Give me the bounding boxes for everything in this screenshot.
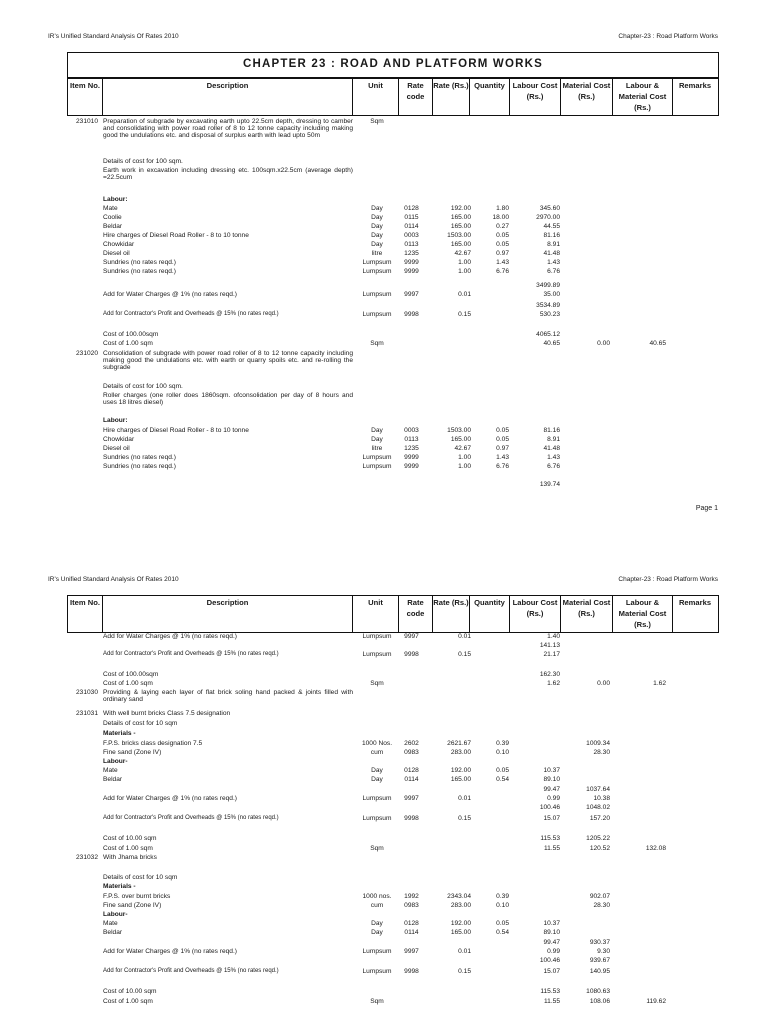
row-labour: 8.91 — [547, 436, 560, 443]
row-description: Add for Water Charges @ 1% (no rates reqd.) — [103, 795, 237, 802]
row-description: Mate — [103, 767, 118, 774]
row-quantity: 0.10 — [496, 749, 509, 756]
row-quantity: 0.39 — [496, 893, 509, 900]
row-labour: 89.10 — [543, 929, 560, 936]
row-material: 1080.63 — [586, 988, 610, 995]
row-description: Cost of 1.00 sqm — [103, 845, 153, 852]
row-description: Add for Water Charges @ 1% (no rates reqd.) — [103, 948, 237, 955]
profit-desc: Add for Contractor's Profit and Overheads @ 15% (no rates reqd.) — [103, 311, 279, 317]
row-quantity: 0.54 — [496, 776, 509, 783]
cost-1-labour: 40.65 — [543, 340, 560, 347]
row-labour: 81.16 — [543, 232, 560, 239]
col-rate-code: Rate code — [399, 79, 433, 115]
row-code: 0114 — [404, 929, 419, 936]
item-number: 231031 — [75, 710, 98, 717]
row-code: 9998 — [404, 968, 419, 975]
row-quantity: 0.05 — [496, 767, 509, 774]
col-material-cost: Material Cost (Rs.) — [561, 596, 613, 632]
row-description: Sundries (no rates reqd.) — [103, 268, 176, 275]
row-labour: 99.47 — [543, 939, 560, 946]
row-description: Coolie — [103, 214, 122, 221]
row-material: 28.30 — [593, 749, 610, 756]
row-labour: 35.00 — [543, 291, 560, 298]
row-rate: 42.67 — [454, 250, 471, 257]
row-material: 0.00 — [597, 680, 610, 687]
row-unit: Day — [371, 776, 383, 783]
row-rate: 283.00 — [450, 749, 471, 756]
row-quantity: 6.76 — [496, 463, 509, 470]
chapter-title: CHAPTER 23 : ROAD AND PLATFORM WORKS — [242, 58, 544, 70]
row-code: 0003 — [404, 232, 419, 239]
subtotal: 3534.89 — [536, 302, 560, 309]
row-code: 1235 — [404, 445, 419, 452]
row-material: 930.37 — [589, 939, 610, 946]
row-unit: litre — [371, 445, 383, 452]
row-unit: Lumpsum — [362, 651, 392, 658]
row-rate: 165.00 — [450, 223, 471, 230]
row-code: 9997 — [404, 291, 419, 298]
materials-heading: Materials - — [103, 730, 136, 737]
item-description: Preparation of subgrade by excavating earth upto 22.5cm depth, dressing to camber and consolidating with power road roller of 8 to 12 tonne capacity including making good the undulations etc. and disposal of surplus earth with lead upto 50m — [103, 118, 353, 140]
row-quantity: 0.97 — [496, 250, 509, 257]
col-rate: Rate (Rs.) — [433, 79, 470, 115]
row-quantity: 0.05 — [496, 427, 509, 434]
item-number: 231020 — [75, 350, 98, 357]
row-code: 0115 — [404, 214, 419, 221]
row-unit: 1000 Nos. — [361, 740, 393, 747]
row-material: 140.95 — [589, 968, 610, 975]
row-code: 0983 — [404, 902, 419, 909]
row-description: F.P.S. bricks class designation 7.5 — [103, 740, 203, 747]
row-description: Mate — [103, 920, 118, 927]
row-quantity: 0.10 — [496, 902, 509, 909]
details-text: Earth work in excavation including dressing etc. 100sqm.x22.5cm (average depth) =22.5cum — [103, 167, 353, 182]
row-quantity: 0.97 — [496, 445, 509, 452]
row-rate: 165.00 — [450, 214, 471, 221]
item-unit: Sqm — [370, 118, 384, 125]
col-quantity: Quantity — [470, 596, 510, 632]
row-rate: 1.00 — [458, 463, 471, 470]
row-material: 120.52 — [589, 845, 610, 852]
row-material: 10.38 — [593, 795, 610, 802]
row-material: 1009.34 — [586, 740, 610, 747]
row-description: Cost of 1.00 sqm — [103, 998, 153, 1005]
row-labour: 115.53 — [540, 988, 560, 995]
row-rate: 0.01 — [458, 633, 471, 640]
row-rate: 0.15 — [458, 651, 471, 658]
item-number: 231032 — [75, 854, 98, 861]
item-number: 231010 — [75, 118, 98, 125]
row-description: With well burnt bricks Class 7.5 designation — [103, 710, 231, 717]
row-rate: 0.01 — [458, 291, 471, 298]
details-text: Details of cost for 10 sqm — [103, 720, 178, 727]
row-labour: 6.76 — [547, 268, 560, 275]
row-labour: 8.91 — [547, 241, 560, 248]
column-header-row — [67, 78, 719, 116]
row-material: 108.06 — [589, 998, 610, 1005]
row-description: Beldar — [103, 223, 123, 230]
row-material: 28.30 — [593, 902, 610, 909]
row-unit: Sqm — [370, 680, 384, 687]
item-description: Consolidation of subgrade with power road roller of 8 to 12 tonne capacity including making good the undulations etc. with earth or quarry spoils etc. and re-rolling the subgrade — [103, 350, 353, 372]
row-unit: Day — [371, 205, 383, 212]
labour-heading: Labour- — [103, 758, 128, 765]
row-code: 9998 — [404, 651, 419, 658]
row-quantity: 1.43 — [496, 454, 509, 461]
row-material: 1037.64 — [586, 786, 610, 793]
row-rate: 1503.00 — [447, 232, 471, 239]
row-rate: 42.67 — [454, 445, 471, 452]
row-labour: 81.16 — [543, 427, 560, 434]
row-code: 9998 — [404, 311, 419, 318]
row-quantity: 18.00 — [492, 214, 509, 221]
row-description: Add for Contractor's Profit and Overheads @ 15% (no rates reqd.) — [103, 651, 279, 657]
col-labour-material-cost: Labour & Material Cost (Rs.) — [613, 596, 673, 632]
row-quantity: 1.43 — [496, 259, 509, 266]
row-labour: 10.37 — [543, 767, 560, 774]
row-unit: cum — [370, 749, 384, 756]
row-labour: 11.55 — [543, 998, 560, 1005]
row-description: With Jhama bricks — [103, 854, 157, 861]
row-description: Cost of 10.00 sqm — [103, 988, 157, 995]
row-code: 9999 — [404, 454, 419, 461]
row-labour: 44.55 — [543, 223, 560, 230]
col-item-no: Item No. — [68, 79, 103, 115]
row-code: 1235 — [404, 250, 419, 257]
row-code: 0003 — [404, 427, 419, 434]
row-description: Cost of 1.00 sqm — [103, 680, 153, 687]
row-quantity: 0.05 — [496, 920, 509, 927]
cost-1-material: 0.00 — [597, 340, 610, 347]
row-labour: 1.43 — [547, 259, 560, 266]
col-description: Description — [103, 79, 353, 115]
col-description: Description — [103, 596, 353, 632]
row-code: 2602 — [404, 740, 419, 747]
row-labour: 15.07 — [543, 968, 560, 975]
row-unit: Lumpsum — [362, 633, 392, 640]
row-rate: 165.00 — [450, 776, 471, 783]
row-unit: Day — [371, 241, 383, 248]
row-code: 9999 — [404, 268, 419, 275]
row-rate: 283.00 — [450, 902, 471, 909]
col-labour-material-cost: Labour & Material Cost (Rs.) — [613, 79, 673, 115]
row-unit: Sqm — [370, 998, 384, 1005]
row-unit: Day — [371, 920, 383, 927]
water-charges-desc: Add for Water Charges @ 1% (no rates reqd.) — [103, 291, 237, 298]
row-rate: 0.15 — [458, 311, 471, 318]
labour-heading: Labour: — [103, 417, 128, 424]
row-rate: 0.15 — [458, 815, 471, 822]
row-labour: 115.53 — [540, 835, 560, 842]
row-rate: 192.00 — [450, 205, 471, 212]
col-unit: Unit — [353, 79, 399, 115]
row-labour: 1.40 — [547, 633, 560, 640]
row-labour: 345.60 — [539, 205, 560, 212]
details-text: Details of cost for 100 sqm. — [103, 158, 183, 165]
column-header-row — [67, 595, 719, 633]
row-material: 1048.02 — [586, 804, 610, 811]
row-rate: 1.00 — [458, 268, 471, 275]
row-labour: 0.99 — [547, 795, 560, 802]
row-rate: 165.00 — [450, 929, 471, 936]
row-description: Mate — [103, 205, 118, 212]
col-rate: Rate (Rs.) — [433, 596, 470, 632]
row-unit: Lumpsum — [362, 968, 392, 975]
row-description: Beldar — [103, 776, 123, 783]
row-labour: 11.55 — [543, 845, 560, 852]
row-unit: Day — [371, 214, 383, 221]
row-labour: 1.43 — [547, 454, 560, 461]
row-material: 939.67 — [589, 957, 610, 964]
row-code: 9999 — [404, 463, 419, 470]
row-code: 9997 — [404, 633, 419, 640]
subtotal: 141.13 — [539, 642, 560, 649]
subtotal: 3499.89 — [536, 282, 560, 289]
row-unit: Day — [371, 232, 383, 239]
row-total: 119.62 — [646, 998, 666, 1005]
row-description: Beldar — [103, 929, 123, 936]
row-labour: 41.48 — [543, 250, 560, 257]
row-rate: 192.00 — [450, 920, 471, 927]
row-rate: 2621.67 — [447, 740, 471, 747]
row-unit: Lumpsum — [362, 291, 392, 298]
row-labour: 89.10 — [543, 776, 560, 783]
row-description: Providing & laying each layer of flat brick soling hand packed & joints filled with ordinary sand — [103, 689, 353, 704]
row-labour: 2970.00 — [536, 214, 560, 221]
row-description: Fine sand (Zone IV) — [103, 749, 162, 756]
row-unit: Lumpsum — [362, 454, 392, 461]
row-description: Hire charges of Diesel Road Roller - 8 to 10 tonne — [103, 232, 249, 239]
row-unit: litre — [371, 250, 383, 257]
row-labour: 99.47 — [543, 786, 560, 793]
row-rate: 1.00 — [458, 259, 471, 266]
details-text: Details of cost for 100 sqm. — [103, 383, 183, 390]
row-description: Cost of 10.00 sqm — [103, 835, 157, 842]
row-rate: 165.00 — [450, 241, 471, 248]
row-total: 1.62 — [653, 680, 666, 687]
row-description: Fine sand (Zone IV) — [103, 902, 162, 909]
col-remarks: Remarks — [678, 598, 712, 607]
row-code: 0113 — [404, 436, 419, 443]
row-material: 1205.22 — [586, 835, 610, 842]
row-labour: 1.62 — [547, 680, 560, 687]
row-total: 132.08 — [645, 845, 666, 852]
col-rate-code: Rate code — [399, 596, 433, 632]
row-unit: Day — [371, 436, 383, 443]
row-rate: 1503.00 — [447, 427, 471, 434]
row-code: 0128 — [404, 920, 419, 927]
row-unit: Lumpsum — [362, 795, 392, 802]
row-description: Cost of 100.00sqm — [103, 671, 159, 678]
row-code: 9999 — [404, 259, 419, 266]
row-material: 157.20 — [589, 815, 610, 822]
cost-1-label: Cost of 1.00 sqm — [103, 340, 153, 347]
row-unit: Lumpsum — [362, 463, 392, 470]
page-header-right: Chapter-23 : Road Platform Works — [618, 33, 718, 40]
details-text: Details of cost for 10 sqm — [103, 874, 178, 881]
row-labour: 10.37 — [543, 920, 560, 927]
row-code: 0114 — [404, 223, 419, 230]
row-labour: 21.17 — [543, 651, 560, 658]
row-code: 1992 — [404, 893, 419, 900]
row-unit: Lumpsum — [362, 815, 392, 822]
row-unit: Day — [371, 223, 383, 230]
row-description: F.P.S. over burnt bricks — [103, 893, 171, 900]
row-unit: Lumpsum — [362, 268, 392, 275]
row-material: 902.07 — [589, 893, 610, 900]
row-description: Add for Contractor's Profit and Overheads @ 15% (no rates reqd.) — [103, 968, 279, 974]
row-unit: Day — [371, 427, 383, 434]
col-item-no: Item No. — [68, 596, 103, 632]
cost-100-labour: 4065.12 — [536, 331, 560, 338]
row-code: 0114 — [404, 776, 419, 783]
row-unit: Lumpsum — [362, 948, 392, 955]
row-description: Hire charges of Diesel Road Roller - 8 to 10 tonne — [103, 427, 249, 434]
row-code: 0113 — [404, 241, 419, 248]
item-unit: Sqm — [370, 340, 384, 347]
page-header-left: IR's Unified Standard Analysis Of Rates 2010 — [48, 33, 179, 40]
row-quantity: 6.76 — [496, 268, 509, 275]
row-unit: Lumpsum — [362, 259, 392, 266]
page-number: Page 1 — [695, 505, 718, 512]
row-labour: 162.30 — [539, 671, 560, 678]
row-rate: 192.00 — [450, 767, 471, 774]
row-labour: 100.46 — [539, 804, 560, 811]
row-description: Chowkidar — [103, 436, 135, 443]
row-rate: 0.01 — [458, 948, 471, 955]
row-quantity: 0.39 — [496, 740, 509, 747]
materials-heading: Materials - — [103, 883, 136, 890]
row-quantity: 1.80 — [496, 205, 509, 212]
row-description: Sundries (no rates reqd.) — [103, 463, 176, 470]
row-quantity: 0.05 — [496, 241, 509, 248]
labour-heading: Labour: — [103, 196, 128, 203]
labour-heading: Labour- — [103, 911, 128, 918]
details-text: Roller charges (one roller does 1860sqm. ofconsolidation per day of 8 hours and uses 18 litres diesel) — [103, 392, 353, 407]
row-code: 9997 — [404, 948, 419, 955]
row-rate: 1.00 — [458, 454, 471, 461]
row-code: 0983 — [404, 749, 419, 756]
cost-1-total: 40.65 — [649, 340, 666, 347]
page-header-left: IR's Unified Standard Analysis Of Rates 2010 — [48, 576, 179, 583]
row-unit: Day — [371, 929, 383, 936]
row-quantity: 0.05 — [496, 436, 509, 443]
row-code: 0128 — [404, 767, 419, 774]
row-unit: cum — [370, 902, 384, 909]
row-description: Diesel oil — [103, 250, 130, 257]
row-rate: 2343.04 — [447, 893, 471, 900]
row-rate: 165.00 — [450, 436, 471, 443]
row-description: Sundries (no rates reqd.) — [103, 454, 176, 461]
row-code: 0128 — [404, 205, 419, 212]
col-quantity: Quantity — [470, 79, 510, 115]
cost-100-label: Cost of 100.00sqm — [103, 331, 159, 338]
chapter-title-box — [67, 52, 719, 78]
row-labour: 6.76 — [547, 463, 560, 470]
col-unit: Unit — [353, 596, 399, 632]
col-labour-cost: Labour Cost (Rs.) — [510, 596, 561, 632]
row-quantity: 0.05 — [496, 232, 509, 239]
row-rate: 0.01 — [458, 795, 471, 802]
row-unit: Lumpsum — [362, 311, 392, 318]
row-description: Add for Water Charges @ 1% (no rates reqd.) — [103, 633, 237, 640]
row-code: 9998 — [404, 815, 419, 822]
row-description: Sundries (no rates reqd.) — [103, 259, 176, 266]
row-rate: 0.15 — [458, 968, 471, 975]
col-labour-cost: Labour Cost (Rs.) — [510, 79, 561, 115]
row-code: 9997 — [404, 795, 419, 802]
row-labour: 0.99 — [547, 948, 560, 955]
row-description: Add for Contractor's Profit and Overheads @ 15% (no rates reqd.) — [103, 815, 279, 821]
row-description: Diesel oil — [103, 445, 130, 452]
page-header-right: Chapter-23 : Road Platform Works — [618, 576, 718, 583]
row-description: Chowkidar — [103, 241, 135, 248]
col-remarks: Remarks — [678, 81, 712, 90]
row-quantity: 0.27 — [496, 223, 509, 230]
row-unit: Day — [371, 767, 383, 774]
row-quantity: 0.54 — [496, 929, 509, 936]
subtotal: 139.74 — [539, 481, 560, 488]
row-labour: 100.46 — [539, 957, 560, 964]
row-labour: 41.48 — [543, 445, 560, 452]
row-labour: 15.07 — [543, 815, 560, 822]
row-unit: 1000 nos. — [362, 893, 392, 900]
col-material-cost: Material Cost (Rs.) — [561, 79, 613, 115]
row-material: 9.30 — [597, 948, 610, 955]
row-labour: 530.23 — [539, 311, 560, 318]
row-unit: Sqm — [370, 845, 384, 852]
item-number: 231030 — [75, 689, 98, 696]
